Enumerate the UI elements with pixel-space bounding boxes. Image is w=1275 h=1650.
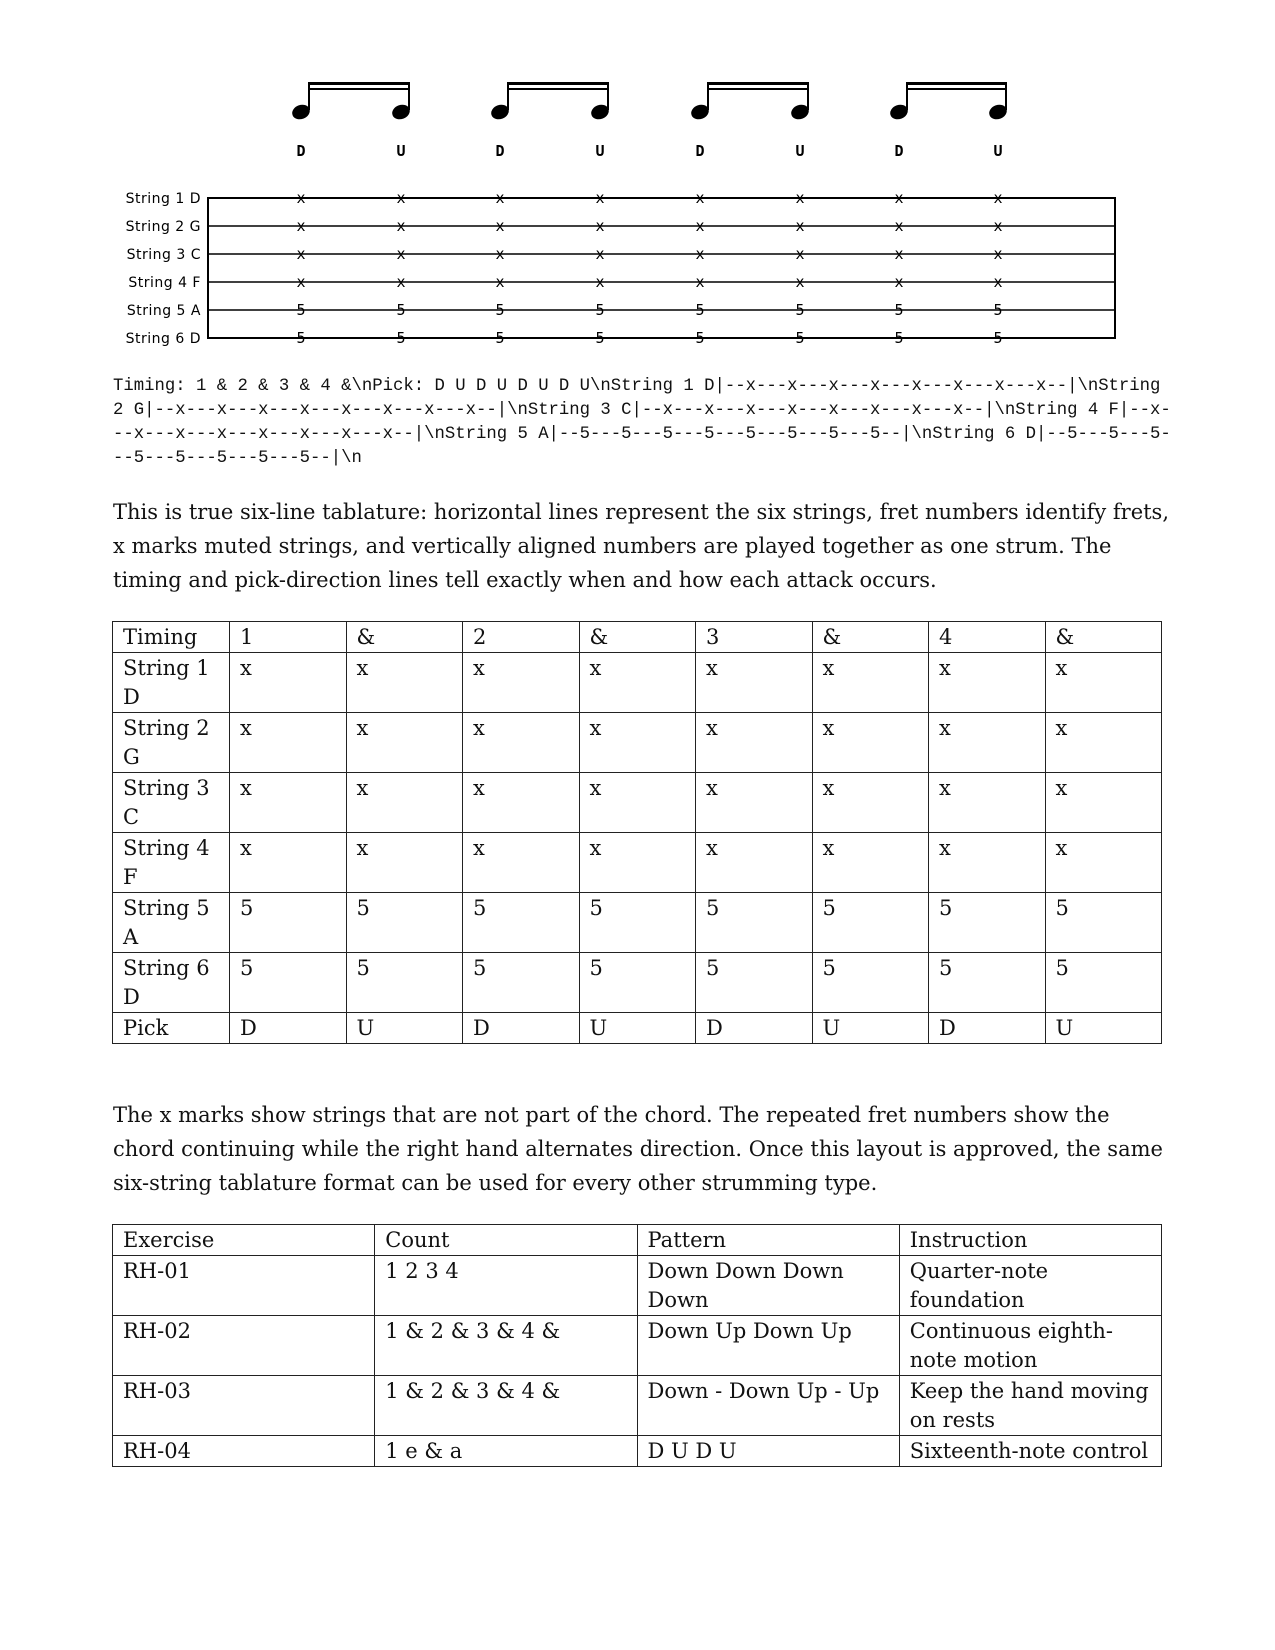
table-cell: 3 — [696, 622, 813, 653]
tab-string-label: String 5 A — [126, 303, 201, 319]
row-header-cell: String 5 A — [113, 893, 230, 953]
table-cell: RH-03 — [113, 1376, 375, 1436]
table-cell: 5 — [230, 893, 347, 953]
table-cell: D — [696, 1013, 813, 1044]
table-cell: x — [346, 713, 463, 773]
row-header-cell: String 1 D — [113, 653, 230, 713]
pick-direction-label: U — [396, 142, 406, 160]
pick-direction-label: U — [595, 142, 605, 160]
table-cell: Continuous eighth-note motion — [899, 1316, 1161, 1376]
pick-direction-label: D — [296, 142, 306, 160]
tab-mute-mark: x — [495, 217, 505, 235]
table-cell: x — [696, 653, 813, 713]
tab-mute-mark: x — [396, 189, 406, 207]
column-header: Pattern — [637, 1225, 899, 1256]
tab-string-label: String 4 F — [128, 275, 201, 291]
table-cell: 5 — [346, 953, 463, 1013]
table-cell: x — [929, 773, 1046, 833]
tab-staff-frame — [208, 198, 1115, 338]
note-beam — [508, 82, 609, 85]
tab-mute-mark: x — [296, 217, 306, 235]
table-header-row — [113, 1225, 1162, 1256]
tab-mute-mark: x — [296, 189, 306, 207]
table-cell: 5 — [346, 893, 463, 953]
table-cell: RH-01 — [113, 1256, 375, 1316]
table-cell: RH-04 — [113, 1436, 375, 1467]
table-row — [113, 1436, 1162, 1467]
note-beam — [708, 82, 809, 85]
table-row — [113, 1316, 1162, 1376]
tab-mute-mark: x — [595, 273, 605, 291]
table-row — [113, 773, 1162, 833]
table-cell: 2 — [463, 622, 580, 653]
table-row — [113, 953, 1162, 1013]
tab-mute-mark: x — [396, 217, 406, 235]
table-cell: x — [812, 833, 929, 893]
table-cell: 1 & 2 & 3 & 4 & — [375, 1376, 637, 1436]
table-cell: x — [463, 773, 580, 833]
tab-mute-mark: x — [993, 245, 1003, 263]
tab-string-label: String 6 D — [125, 331, 201, 347]
tab-fret-number: 5 — [993, 329, 1003, 347]
tab-fret-number: 5 — [495, 329, 505, 347]
tab-string-label: String 2 G — [125, 219, 201, 235]
tab-mute-mark: x — [894, 245, 904, 263]
table-cell: 5 — [929, 893, 1046, 953]
tab-fret-number: 5 — [993, 301, 1003, 319]
tab-fret-number: 5 — [595, 301, 605, 319]
table-cell: Quarter-note foundation — [899, 1256, 1161, 1316]
table-cell: x — [812, 773, 929, 833]
pick-direction-label: U — [993, 142, 1003, 160]
table-cell: x — [346, 833, 463, 893]
table-cell: D — [463, 1013, 580, 1044]
exercise-table — [112, 1224, 1162, 1467]
table-cell: 1 — [230, 622, 347, 653]
tab-mute-mark: x — [795, 245, 805, 263]
table-row — [113, 833, 1162, 893]
pick-direction-label: U — [795, 142, 805, 160]
table-cell: 5 — [230, 953, 347, 1013]
table-cell: 4 — [929, 622, 1046, 653]
table-row — [113, 893, 1162, 953]
note-beam — [907, 82, 1007, 85]
tab-mute-mark: x — [894, 217, 904, 235]
tab-mute-mark: x — [495, 273, 505, 291]
tab-mute-mark: x — [396, 273, 406, 291]
table-cell: 5 — [929, 953, 1046, 1013]
table-cell: x — [230, 653, 347, 713]
tab-mute-mark: x — [495, 245, 505, 263]
table-row — [113, 1013, 1162, 1044]
row-header-cell: Timing — [113, 622, 230, 653]
tab-mute-mark: x — [993, 273, 1003, 291]
table-cell: 5 — [696, 953, 813, 1013]
column-header: Instruction — [899, 1225, 1161, 1256]
tab-mute-mark: x — [595, 217, 605, 235]
tab-mute-mark: x — [495, 189, 505, 207]
table-cell: 5 — [579, 893, 696, 953]
table-cell: x — [579, 713, 696, 773]
tab-mute-mark: x — [296, 273, 306, 291]
table-cell: D — [230, 1013, 347, 1044]
tab-mute-mark: x — [396, 245, 406, 263]
row-header-cell: String 2 G — [113, 713, 230, 773]
table-cell: x — [463, 713, 580, 773]
pick-direction-label: D — [495, 142, 505, 160]
table-cell: x — [230, 833, 347, 893]
chord-explanation: The x marks show strings that are not part of the chord. The repeated fret numbers show the chord continuing while the right hand alternates direction. Once this layout is approved, the same six-string tablature format can be used for every other strumming type. — [113, 1103, 1163, 1195]
tab-mute-mark: x — [695, 245, 705, 263]
table-cell: 5 — [1045, 893, 1162, 953]
timing-table — [112, 621, 1162, 1044]
tab-mute-mark: x — [993, 189, 1003, 207]
table-cell: x — [696, 773, 813, 833]
table-cell: x — [346, 773, 463, 833]
pick-direction-label: D — [695, 142, 705, 160]
table-cell: x — [696, 833, 813, 893]
table-cell: U — [812, 1013, 929, 1044]
table-cell: x — [463, 833, 580, 893]
table-cell: 5 — [696, 893, 813, 953]
table-row — [113, 653, 1162, 713]
tab-fret-number: 5 — [795, 329, 805, 347]
table-cell: 5 — [812, 893, 929, 953]
table-cell: 1 e & a — [375, 1436, 637, 1467]
table-cell: Sixteenth-note control — [899, 1436, 1161, 1467]
table-cell: x — [230, 773, 347, 833]
pick-direction-label: D — [894, 142, 904, 160]
table-cell: U — [579, 1013, 696, 1044]
tab-fret-number: 5 — [495, 301, 505, 319]
table-cell: x — [1045, 773, 1162, 833]
tab-string-label: String 1 D — [125, 191, 201, 207]
table-cell: & — [1045, 622, 1162, 653]
table-row — [113, 713, 1162, 773]
tab-fret-number: 5 — [894, 301, 904, 319]
table-cell: 5 — [463, 893, 580, 953]
table-cell: 1 2 3 4 — [375, 1256, 637, 1316]
table-cell: x — [929, 713, 1046, 773]
tab-mute-mark: x — [695, 217, 705, 235]
tab-fret-number: 5 — [695, 301, 705, 319]
note-beam — [309, 82, 410, 85]
table-cell: & — [812, 622, 929, 653]
table-row — [113, 1376, 1162, 1436]
table-cell: x — [230, 713, 347, 773]
table-cell: x — [346, 653, 463, 713]
tab-mute-mark: x — [695, 273, 705, 291]
tab-fret-number: 5 — [396, 329, 406, 347]
tab-fret-number: 5 — [296, 329, 306, 347]
table-cell: D — [929, 1013, 1046, 1044]
table-cell: U — [346, 1013, 463, 1044]
tab-mute-mark: x — [795, 217, 805, 235]
tab-mute-mark: x — [296, 245, 306, 263]
table-cell: x — [812, 713, 929, 773]
row-header-cell: String 6 D — [113, 953, 230, 1013]
tab-mute-mark: x — [595, 245, 605, 263]
tab-mute-mark: x — [894, 189, 904, 207]
tab-fret-number: 5 — [296, 301, 306, 319]
tab-mute-mark: x — [795, 189, 805, 207]
column-header: Exercise — [113, 1225, 375, 1256]
table-cell: x — [579, 653, 696, 713]
table-cell: D U D U — [637, 1436, 899, 1467]
note-beam — [907, 88, 1007, 90]
tab-mute-mark: x — [695, 189, 705, 207]
table-cell: 1 & 2 & 3 & 4 & — [375, 1316, 637, 1376]
table-cell: 5 — [579, 953, 696, 1013]
column-header: Count — [375, 1225, 637, 1256]
tab-mute-mark: x — [993, 217, 1003, 235]
table-cell: x — [579, 833, 696, 893]
table-cell: x — [812, 653, 929, 713]
table-cell: x — [929, 833, 1046, 893]
note-beam — [309, 88, 410, 90]
table-cell: & — [579, 622, 696, 653]
raw-tab-text: Timing: 1 & 2 & 3 & 4 &\nPick: D U D U D U D U\nString 1 D|--x---x---x---x---x---x---x---x--|\nString 2 G|--x---x---x---x---x---x---x---x--|\nString 3 C|--x---x---x---x---x---x---x---x--|\nString 4 F|--x---x---x---x---x---x---x---x--|\nString 5 A|--5---5---5---5---5---5---5---5--|\nString 6 D|--5---5---5---5---5---5---5---5--|\n — [113, 377, 1171, 468]
tab-fret-number: 5 — [396, 301, 406, 319]
table-cell: Down Down Down Down — [637, 1256, 899, 1316]
note-beam — [508, 88, 609, 90]
table-cell: x — [579, 773, 696, 833]
tab-fret-number: 5 — [595, 329, 605, 347]
table-cell: x — [696, 713, 813, 773]
table-cell: x — [463, 653, 580, 713]
tab-mute-mark: x — [795, 273, 805, 291]
table-cell: x — [1045, 833, 1162, 893]
table-cell: 5 — [812, 953, 929, 1013]
row-header-cell: String 4 F — [113, 833, 230, 893]
table-cell: Down Up Down Up — [637, 1316, 899, 1376]
table-cell: 5 — [1045, 953, 1162, 1013]
tablature-explanation: This is true six-line tablature: horizontal lines represent the six strings, fret numbers identify frets, x marks muted strings, and vertically aligned numbers are played together as one strum. The timing and pick-direction lines tell exactly when and how each attack occurs. — [113, 500, 1170, 592]
table-cell: Down - Down Up - Up — [637, 1376, 899, 1436]
table-cell: x — [1045, 713, 1162, 773]
table-cell: 5 — [463, 953, 580, 1013]
table-cell: & — [346, 622, 463, 653]
tab-string-label: String 3 C — [126, 247, 201, 263]
row-header-cell: String 3 C — [113, 773, 230, 833]
table-cell: x — [1045, 653, 1162, 713]
table-cell: U — [1045, 1013, 1162, 1044]
table-cell: RH-02 — [113, 1316, 375, 1376]
row-header-cell: Pick — [113, 1013, 230, 1044]
table-row — [113, 1256, 1162, 1316]
tab-mute-mark: x — [894, 273, 904, 291]
table-cell: x — [929, 653, 1046, 713]
tab-fret-number: 5 — [894, 329, 904, 347]
tab-mute-mark: x — [595, 189, 605, 207]
tab-fret-number: 5 — [795, 301, 805, 319]
table-cell: Keep the hand moving on rests — [899, 1376, 1161, 1436]
table-row — [113, 622, 1162, 653]
note-beam — [708, 88, 809, 90]
strum-notation — [0, 0, 1275, 370]
tab-fret-number: 5 — [695, 329, 705, 347]
